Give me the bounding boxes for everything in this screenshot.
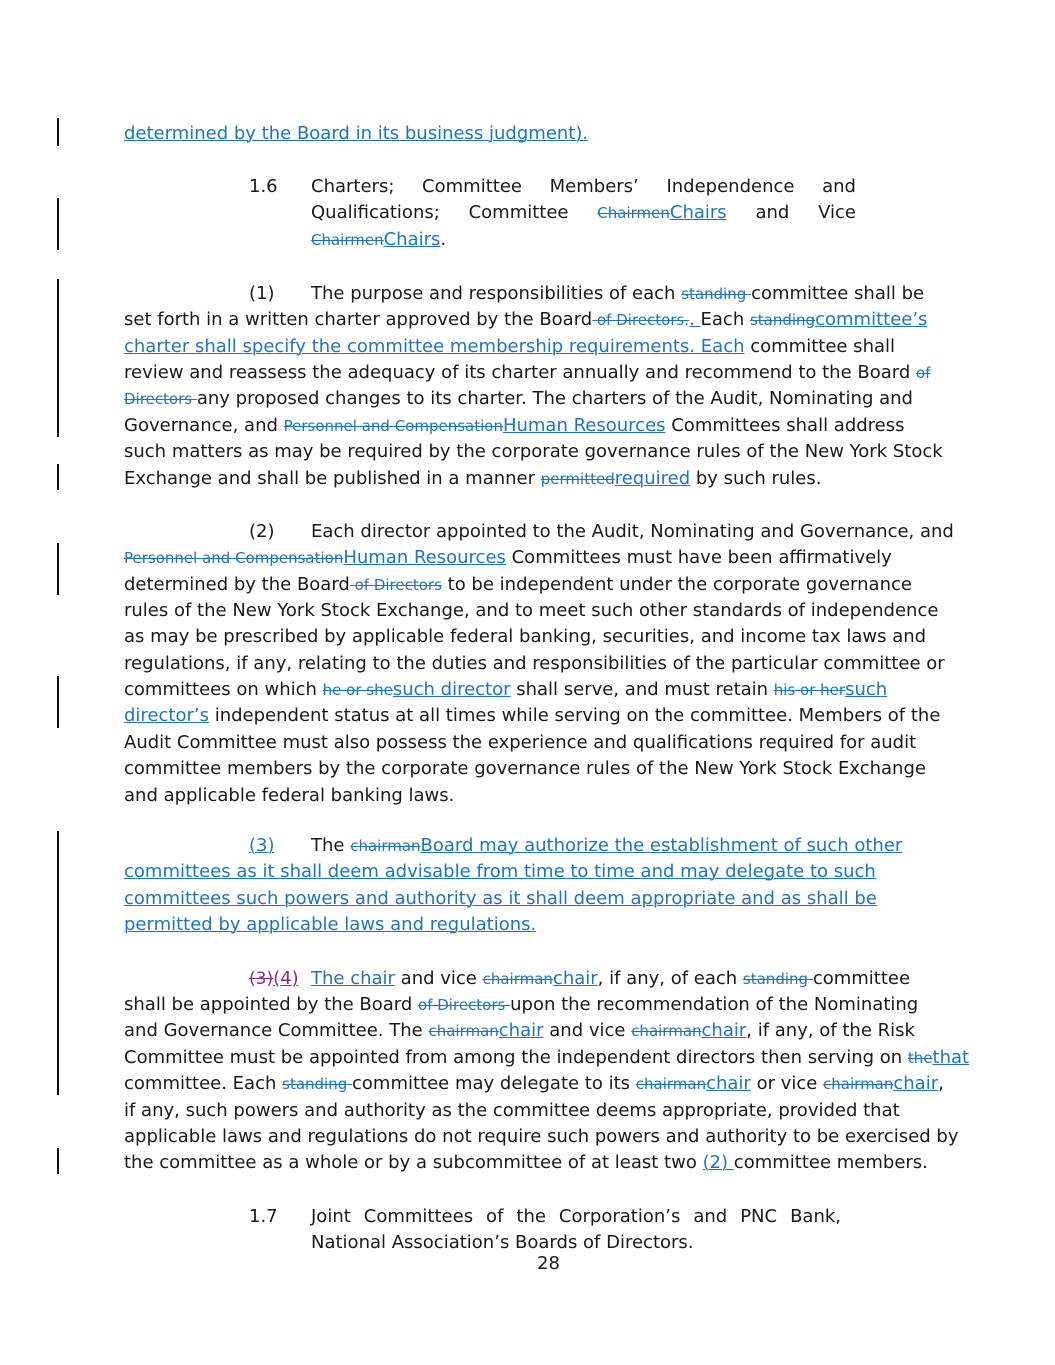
text-line: [124, 833, 910, 859]
body-text: Committees shall address: [665, 415, 905, 436]
inserted-text: chair: [893, 1073, 939, 1094]
deleted-text: chairman: [823, 1075, 894, 1093]
inserted-text: such: [845, 679, 888, 700]
deleted-text: the: [907, 1049, 933, 1067]
inserted-text: committees as it shall deem advisable from time to time and may delegate to such: [124, 861, 876, 882]
body-text: Governance, and: [124, 415, 284, 436]
text-line: [124, 598, 939, 624]
body-text: independent status at all times while serving on the committee. Members of the: [208, 705, 941, 726]
body-text: Committees must have been affirmatively: [505, 547, 892, 568]
body-text: shall serve, and must retain: [510, 679, 774, 700]
text-line: [124, 413, 910, 439]
inserted-text: (4): [273, 968, 299, 989]
body-text: Exchange and shall be published in a manner: [124, 468, 541, 489]
deleted-text: of Directors: [418, 996, 511, 1014]
text-line: [124, 1045, 970, 1071]
inserted-text: (2): [702, 1152, 734, 1173]
inserted-text: that: [932, 1047, 970, 1068]
inserted-text: permitted by applicable laws and regulations.: [124, 914, 537, 935]
deleted-text: chairman: [635, 1075, 707, 1093]
inserted-text: such director: [392, 679, 511, 700]
paragraph-number: (3): [249, 835, 275, 856]
text-line: [124, 677, 910, 703]
inserted-text: committee’s: [815, 309, 928, 330]
heading-line: Charters; Committee Members’ Independence and: [311, 176, 856, 197]
text-line: [124, 1124, 959, 1150]
body-text: Committee must be appointed from among the independent directors then serving on: [124, 1047, 908, 1068]
body-text: Audit Committee must also possess the experience and qualifications required for audit: [124, 732, 917, 753]
text-line: [124, 912, 910, 938]
text-line: [124, 966, 921, 992]
body-text: and applicable federal banking laws.: [124, 785, 455, 806]
text-line: [124, 545, 910, 571]
body-text: committee shall: [744, 336, 896, 357]
body-text: ,: [938, 1073, 944, 1094]
change-bar: [57, 118, 59, 146]
text-line: [124, 1098, 921, 1124]
inserted-text: determined by the Board in its business judgment).: [124, 123, 589, 144]
text-line: [124, 886, 910, 912]
deleted-text: of Directors: [349, 576, 442, 594]
change-bar: [57, 1148, 59, 1174]
body-text: and Governance Committee. The: [124, 1020, 429, 1041]
body-text: regulations, if any, relating to the duties and responsibilities of the particular committee or: [124, 653, 945, 674]
text-line: [124, 1018, 921, 1044]
text-line: [124, 121, 910, 147]
deleted-text: of: [916, 364, 931, 382]
body-text: The purpose and responsibilities of each: [311, 283, 682, 304]
body-text: shall be appointed by the Board: [124, 994, 419, 1015]
change-bar: [57, 279, 59, 437]
text-line: [124, 334, 910, 360]
body-text: to be independent under the corporate governance: [441, 574, 912, 595]
body-text: or vice: [750, 1073, 824, 1094]
deleted-text: Chairmen: [311, 230, 384, 249]
deleted-text: Personnel and Compensation: [124, 549, 344, 567]
body-text: review and reassess the adequacy of its charter annually and recommend to the Board: [124, 362, 917, 383]
body-text: committee members by the corporate governance rules of the New York Stock Exchange: [124, 758, 926, 779]
text-line: [124, 281, 925, 307]
text-line: [124, 1150, 928, 1176]
body-text: committees on which: [124, 679, 323, 700]
deleted-text: chairman: [631, 1022, 702, 1040]
deleted-text: chairman: [482, 970, 553, 988]
inserted-text: Human Resources: [343, 547, 506, 568]
heading-line: [311, 200, 856, 226]
deleted-text: his or her: [773, 681, 846, 699]
deleted-text: Chairmen: [597, 204, 670, 223]
inserted-text: required: [614, 468, 691, 489]
inserted-text: The chair: [311, 968, 395, 989]
heading-line: National Association’s Boards of Directors.: [311, 1232, 694, 1254]
change-bar: [57, 198, 59, 250]
inserted-text: director’s: [124, 705, 209, 726]
text-line: [124, 307, 928, 333]
inserted-text: charter shall specify the committee membership requirements. Each: [124, 336, 745, 357]
heading-line: [311, 227, 856, 253]
deleted-text: chairman: [428, 1022, 499, 1040]
heading-line: Joint Committees of the Corporation’s and PNC Bank,: [311, 1206, 841, 1227]
text-line: [124, 1071, 944, 1097]
text-line: [124, 703, 941, 729]
heading-text: and Vice: [726, 202, 856, 224]
body-text: Each director appointed to the Audit, Nominating and Governance, and: [311, 521, 954, 542]
inserted-text: chair: [706, 1073, 751, 1094]
body-text: rules of the New York Stock Exchange, and to meet such other standards of independence: [124, 600, 939, 621]
deleted-text: chairman: [350, 837, 421, 855]
paragraph-number: (2): [249, 521, 275, 542]
change-bar: [57, 676, 59, 728]
text-line: [124, 783, 910, 809]
text-line: [124, 756, 926, 782]
section-number: 1.6: [249, 176, 278, 197]
deleted-text: Personnel and Compensation: [283, 417, 503, 435]
body-text: and vice: [543, 1020, 632, 1041]
body-text: Each: [700, 309, 750, 330]
body-text: applicable laws and regulations do not require such powers and authority to be exercised by: [124, 1126, 959, 1147]
text-line: [124, 386, 913, 412]
body-text: committee: [812, 968, 911, 989]
deleted-text: standing: [282, 1075, 353, 1093]
deleted-text: (3): [249, 969, 274, 989]
body-text: committee may delegate to its: [352, 1073, 636, 1094]
inserted-text: chair: [498, 1020, 544, 1041]
deleted-text: permitted: [540, 470, 615, 488]
text-line: [124, 624, 927, 650]
change-bar: [57, 831, 59, 1095]
deleted-text: he or she: [322, 681, 393, 699]
heading-text: Qualifications; Committee: [311, 202, 598, 224]
body-text: as may be prescribed by applicable federal banking, securities, and income tax laws and: [124, 626, 927, 647]
inserted-text: Human Resources: [502, 415, 666, 436]
page-number: 28: [537, 1253, 560, 1274]
body-text: committee members.: [733, 1152, 928, 1173]
body-text: any proposed changes to its charter. The charters of the Audit, Nominating and: [196, 388, 913, 409]
heading-text: .: [440, 228, 447, 250]
inserted-text: chair: [701, 1020, 747, 1041]
text-line: [124, 859, 910, 885]
body-text: committee. Each: [124, 1073, 283, 1094]
text-line: [124, 439, 943, 465]
deleted-text: Directors: [124, 390, 197, 408]
body-text: the committee as a whole or by a subcommittee of at least two: [124, 1152, 703, 1173]
inserted-text: Board may authorize the establishment of such other: [420, 835, 903, 856]
paragraph-number: (1): [249, 283, 275, 304]
body-text: set forth in a written charter approved by the Board: [124, 309, 593, 330]
text-line: [124, 730, 917, 756]
text-line: [124, 360, 931, 386]
deleted-text: of Directors.: [592, 311, 690, 329]
change-bar: [57, 543, 59, 595]
body-text: upon the recommendation of the Nominating: [510, 994, 919, 1015]
inserted-text: .: [689, 309, 701, 330]
deleted-text: standing: [681, 285, 752, 303]
inserted-text: chair: [552, 968, 598, 989]
deleted-text: standing: [742, 970, 813, 988]
inserted-text: Chairs: [383, 228, 441, 250]
text-line: [124, 992, 921, 1018]
inserted-text: Chairs: [669, 202, 727, 224]
body-text: determined by the Board: [124, 574, 350, 595]
inserted-text: committees such powers and authority as it shall deem appropriate and as shall be: [124, 888, 877, 909]
body-text: , if any, of each: [597, 968, 743, 989]
body-text: and vice: [394, 968, 483, 989]
body-text: by such rules.: [690, 468, 822, 489]
section-number: 1.7: [249, 1206, 278, 1227]
body-text: The: [311, 835, 351, 856]
text-line: [124, 519, 954, 545]
paragraph-number: [249, 966, 311, 992]
body-text: , if any, of the Risk: [746, 1020, 915, 1041]
body-text: if any, such powers and authority as the committee deems appropriate, provided that: [124, 1100, 900, 1121]
change-bar: [57, 464, 59, 490]
text-line: [124, 466, 910, 492]
body-text: committee shall be: [751, 283, 925, 304]
body-text: such matters as may be required by the corporate governance rules of the New York Stock: [124, 441, 943, 462]
deleted-text: standing: [749, 311, 816, 329]
text-line: [124, 651, 945, 677]
text-line: [124, 572, 910, 598]
